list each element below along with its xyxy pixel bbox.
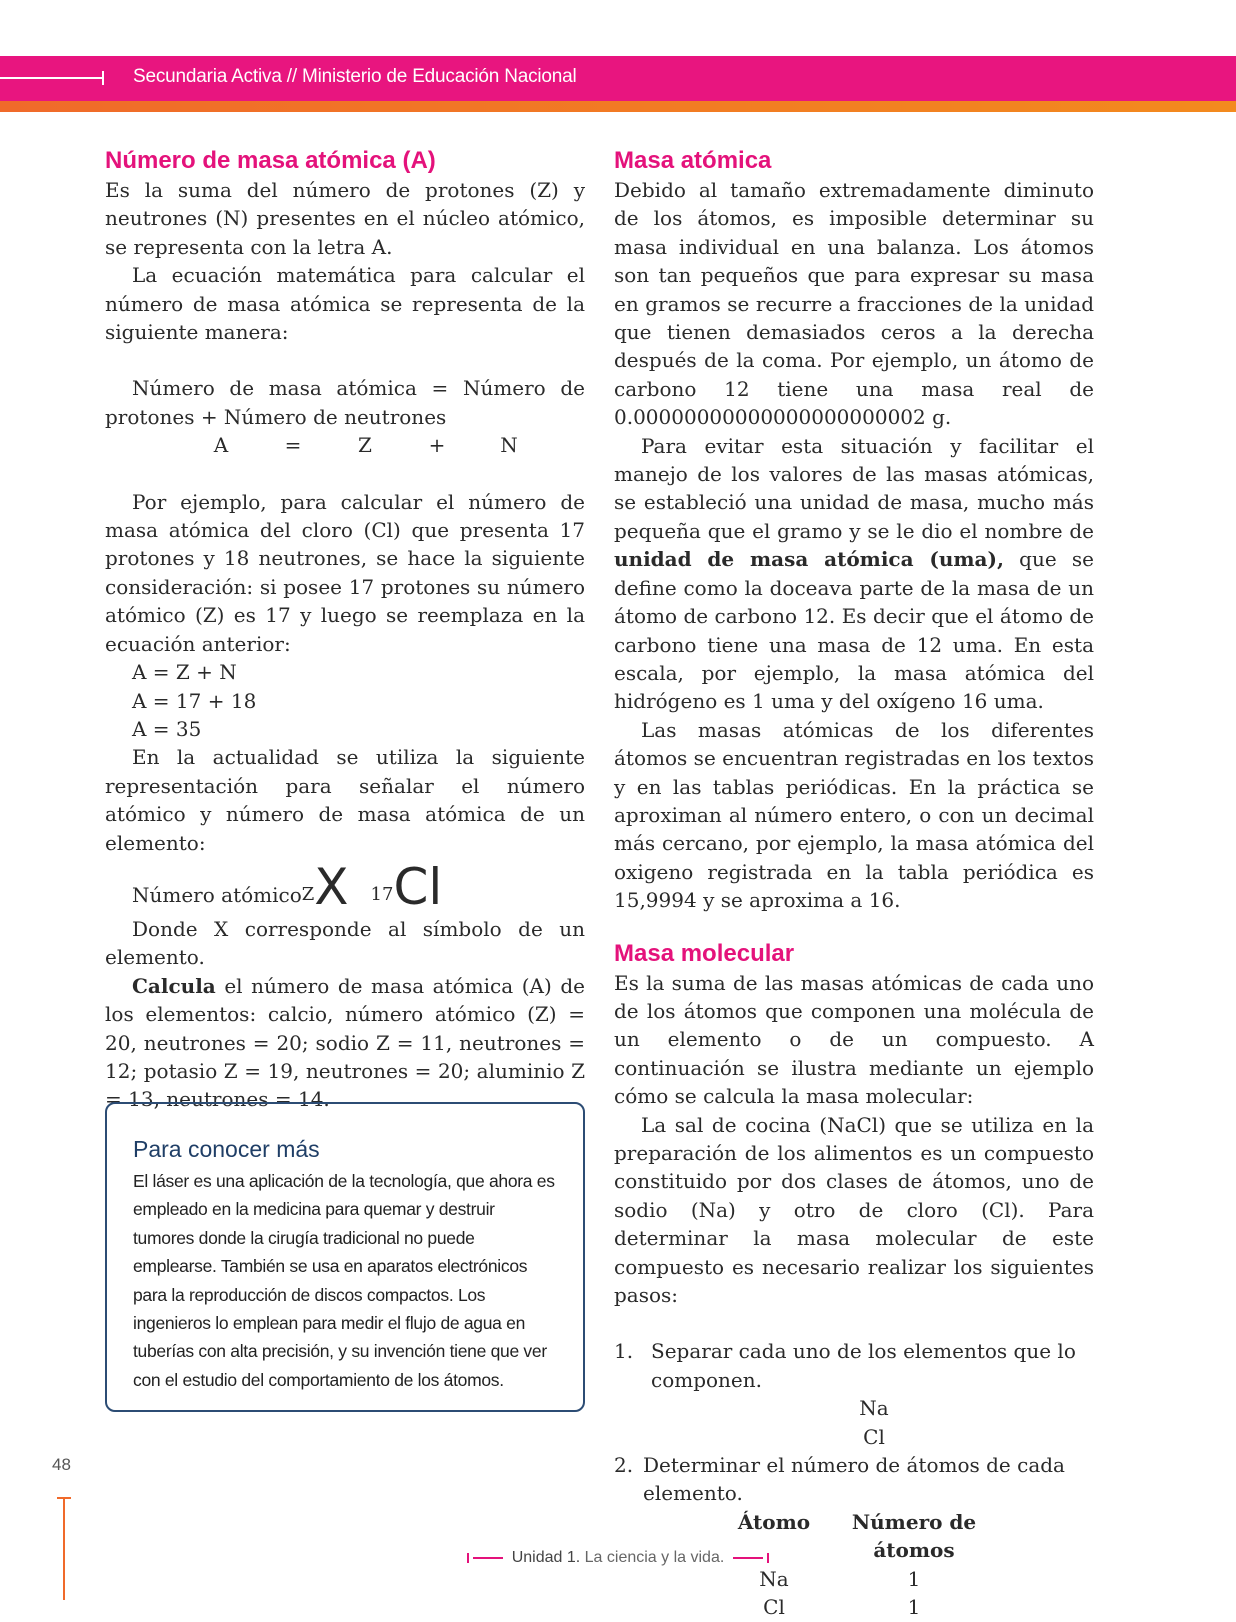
info-box [105,1102,585,1412]
footer-unit: Unidad 1. [511,1549,581,1566]
calc-line: A = Z + N [132,660,237,685]
footer-dash [733,1557,763,1559]
atomic-notation [105,857,585,916]
spacer [105,346,585,374]
notation-symbol-x: X [314,857,349,916]
paragraph: La ecuación matemática para calcular el número de masa atómica se representa de la siguiente manera: [105,263,585,345]
list-text: Determinar el número de átomos de cada elemento. [643,1453,1065,1506]
exercise-bold: Calcula [132,973,216,998]
table-cell: 1 [907,1566,921,1591]
text-span: que se define como la doceava parte de la masa de un átomo de carbono 12. Es decir que el átomo de carbono tiene una masa de 12 uma. En esta escala, por ejemplo, la masa atómica del hidrógeno es 1 uma y del oxígeno 16 uma. [614,547,1094,714]
table-cell: Na [759,1566,789,1591]
exercise-text: el número de masa atómica (A) de los elementos: calcio, número atómico (Z) = 20, neutrones = 20; sodio Z = 11, neutrones = 12; potasio Z = 19, neutrones = 20; aluminio Z = 13, neutrones = 14. [105,973,585,1112]
info-box-text: El láser es una aplicación de la tecnología, que ahora es empleado en la medicina para quemar y destruir tumores donde la cirugía tradicional no puede emplearse. También se usa en aparatos electrónicos para la reproducción de discos compactos. Los ingenieros lo emplean para medir el flujo de agua en tuberías con alta precisión, y su invención tiene que ver con el estudio del comportamiento de los átomos. [133,1171,555,1390]
margin-tick-decoration [57,1497,71,1499]
paragraph: En la actualidad se utiliza la siguiente representación para señalar el número atómico y número de masa atómica de un elemento: [105,745,585,855]
element-symbol: Cl [863,1424,885,1449]
right-column [614,142,1094,1622]
left-column [105,142,585,1114]
table-cell: 1 [907,1595,921,1620]
notation-subscript-17: 17 [370,883,394,905]
table-header-cell: Átomo [737,1509,811,1534]
footer [0,1549,1236,1567]
paragraph: Es la suma del número de protones (Z) y neutrones (N) presentes en el núcleo atómico, se representa con la letra A. [105,178,585,259]
bold-term: unidad de masa atómica (uma), [614,547,1004,572]
equation-words: Número de masa atómica = Número de protones + Número de neutrones [105,376,585,429]
equation-symbols [105,431,585,459]
paragraph: Donde X corresponde al símbolo de un elemento. [105,916,585,970]
list-text: Separar cada uno de los elementos que lo componen. [651,1339,1076,1392]
paragraph [614,432,1094,716]
table-header-cell: Número de átomos [851,1509,977,1563]
list-number: 2. [614,1453,634,1478]
footer-tick [467,1553,469,1563]
header-tick-decoration [102,71,104,85]
section-heading-molecular-mass: Masa molecular [614,939,795,967]
calc-line: A = 17 + 18 [132,688,257,713]
equation-symbol: A [213,433,229,458]
header-line-decoration [0,77,104,79]
list-number: 1. [614,1339,634,1364]
list-item [614,1337,1094,1394]
paragraph: Es la suma de las masas atómicas de cada uno de los átomos que componen una molécula de un elemento o de un compuesto. A continuación se ilustra mediante un ejemplo cómo se calcula la masa molecular: [614,970,1094,1109]
element-symbol: Na [859,1396,889,1421]
paragraph: Las masas atómicas de los diferentes átomos se encuentran registradas en los textos y en las tablas periódicas. En la práctica se aproximan al número entero, o con un decimal más cercano, por ejemplo, la masa atómica del oxigeno registrada en la tabla periódica es 15,9994 y se aproxima a 16. [614,717,1094,913]
equation-symbol: N [500,433,518,458]
list-item [614,1451,1094,1508]
table-row [734,1565,1094,1593]
section-heading-atomic-mass: Masa atómica [614,147,772,174]
spacer [105,460,585,488]
exercise-paragraph [105,972,585,1114]
footer-dash [473,1557,503,1559]
notation-label: Número atómico [132,882,302,907]
equation-symbol: = [284,433,302,458]
footer-tick [767,1553,769,1563]
footer-title: La ciencia y la vida. [580,1549,725,1566]
calc-line: A = 35 [132,716,202,741]
paragraph: La sal de cocina (NaCl) que se utiliza en la preparación de los alimentos es un compuesto constituido por dos clases de átomos, uno de sodio (Na) y otro de cloro (Cl). Para determinar la masa molecular de este compuesto es necesario realizar los siguientes pasos: [614,1112,1094,1308]
text-span: Para evitar esta situación y facilitar el manejo de los valores de las masas atómicas, se estableció una unidad de masa, mucho más pequeña que el gramo y se le dio el nombre de [614,433,1094,543]
paragraph: Debido al tamaño extremadamente diminuto de los átomos, es imposible determinar su masa individual en una balanza. Los átomos son tan pequeños que para expresar su masa en gramos se recurre a fracciones de la unidad que tienen demasiados ceros a la derecha después de la coma. Por ejemplo, un átomo de carbono 12 tiene una masa real de 0.00000000000000000000002 g. [614,178,1094,430]
info-box-title: Para conocer más [133,1136,320,1162]
header-accent-stripe [0,101,1236,112]
paragraph: Por ejemplo, para calcular el número de masa atómica del cloro (Cl) que presenta 17 protones y 18 neutrones, se hace la siguiente consideración: si posee 17 protones su número atómico (Z) es 17 y luego se reemplaza en la ecuación anterior: [105,489,585,656]
equation-symbol: + [428,433,446,458]
equation-symbol: Z [358,433,372,458]
section-heading-mass-number: Número de masa atómica (A) [105,147,436,174]
notation-symbol-cl: Cl [393,857,443,916]
notation-subscript-z: Z [301,883,315,905]
page-number: 48 [52,1455,71,1474]
table-row [734,1593,1094,1621]
table-cell: Cl [763,1595,785,1620]
spacer [614,1309,1094,1337]
header-title: Secundaria Activa // Ministerio de Educación Nacional [133,66,577,87]
